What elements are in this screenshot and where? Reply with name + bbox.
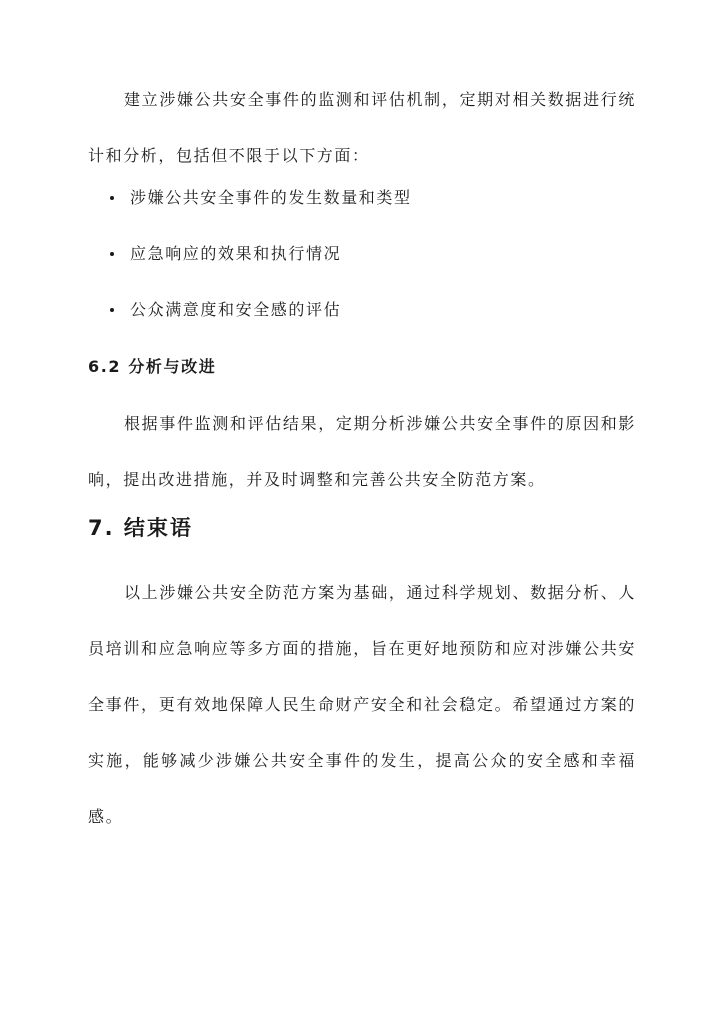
- list-item: [88, 226, 636, 282]
- section-7-heading: 7. 结束语: [88, 516, 193, 540]
- list-item: [88, 170, 636, 226]
- conclusion-paragraph: 以上涉嫌公共安全防范方案为基础，通过科学规划、数据分析、人员培训和应急响应等多方面的措施，旨在更好地预防和应对涉嫌公共安全事件，更有效地保障人民生命财产安全和社会稳定。希望通过方案的实施，能够减少涉嫌公共安全事件的发生，提高公众的安全感和幸福感。: [88, 583, 636, 826]
- analysis-paragraph: 根据事件监测和评估结果，定期分析涉嫌公共安全事件的原因和影响，提出改进措施，并及时调整和完善公共安全防范方案。: [88, 414, 636, 489]
- metrics-bullet-list: [88, 170, 636, 338]
- bullet-icon: [110, 252, 114, 256]
- list-item-text: 公众满意度和安全感的评估: [130, 300, 342, 319]
- bullet-icon: [110, 196, 114, 200]
- monitoring-intro-paragraph: 建立涉嫌公共安全事件的监测和评估机制，定期对相关数据进行统计和分析，包括但不限于以下方面：: [88, 90, 636, 165]
- list-item-text: 应急响应的效果和执行情况: [130, 244, 342, 263]
- list-item: [88, 282, 636, 338]
- section-6-2-heading: 6.2 分析与改进: [88, 357, 217, 376]
- bullet-icon: [110, 308, 114, 312]
- list-item-text: 涉嫌公共安全事件的发生数量和类型: [130, 188, 412, 207]
